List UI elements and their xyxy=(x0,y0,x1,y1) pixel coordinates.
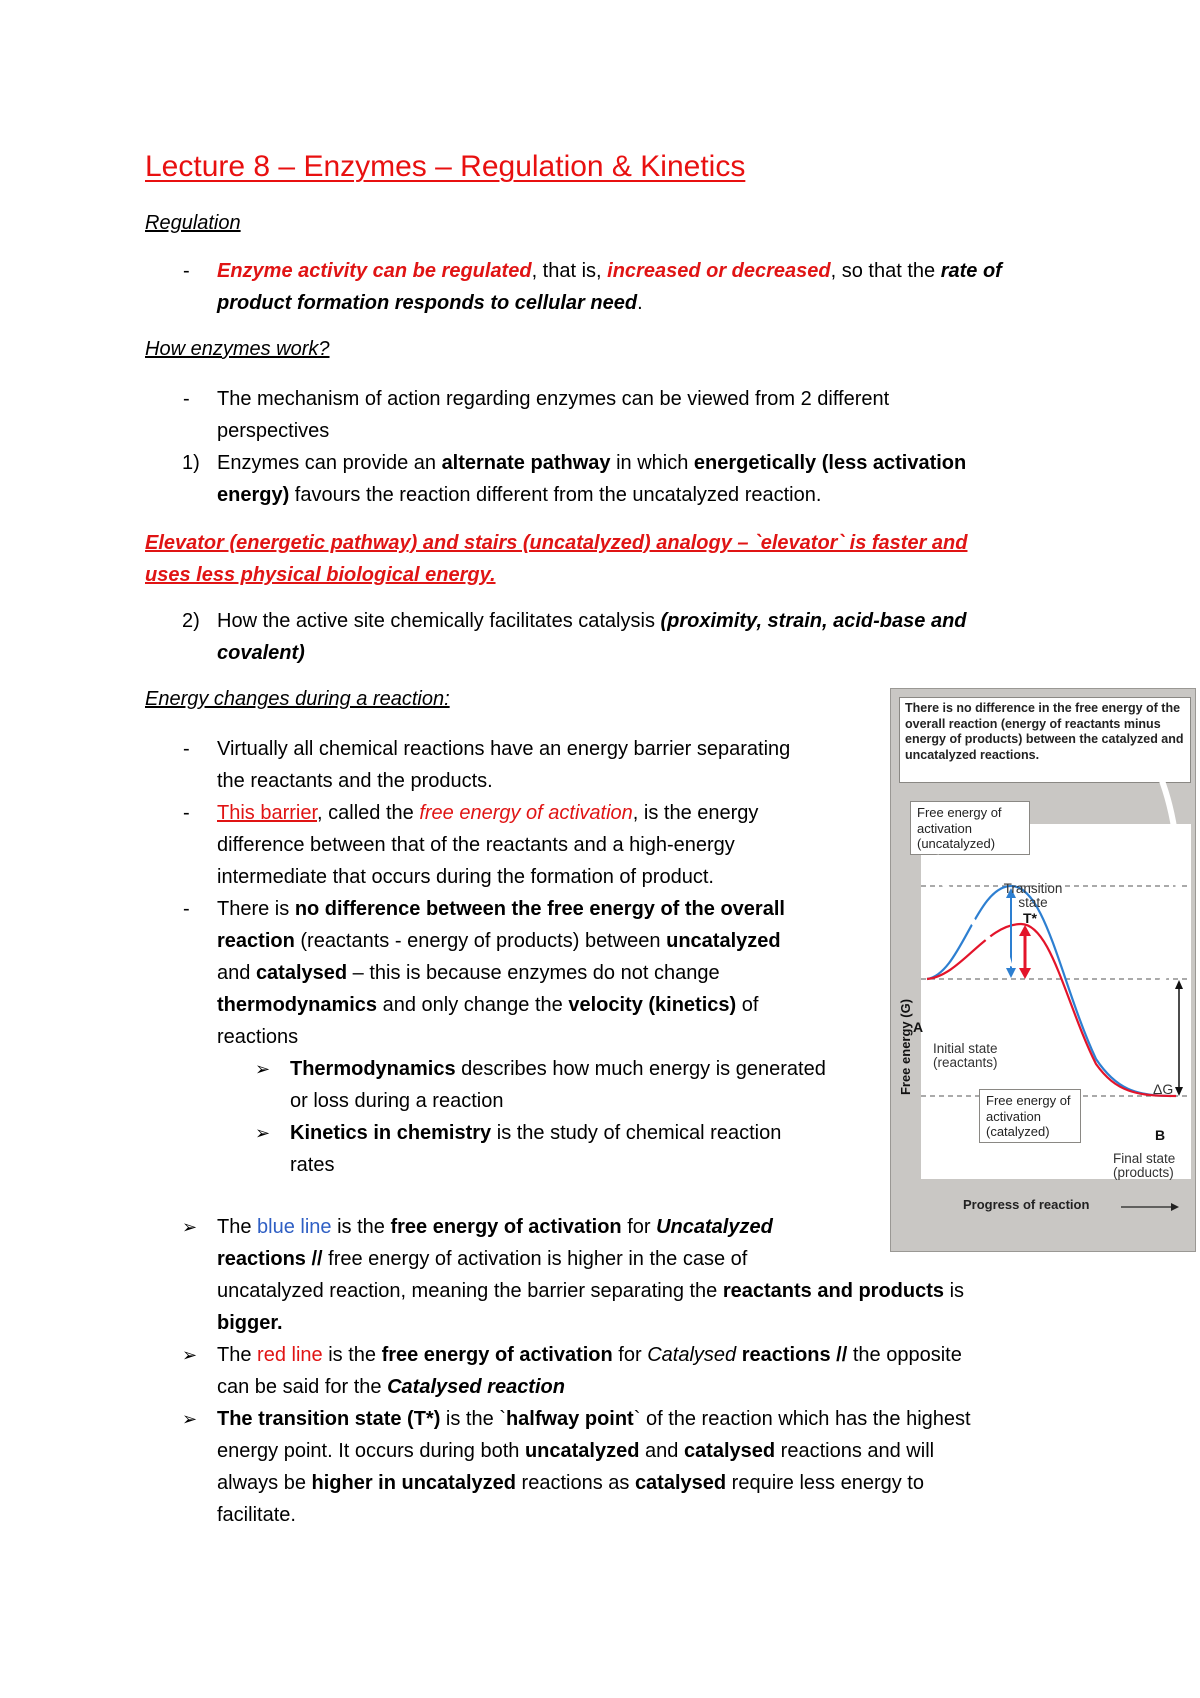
text-span: energy) xyxy=(217,484,290,506)
text-span: rate of xyxy=(940,260,1002,282)
x-axis-label: Progress of reaction xyxy=(963,1197,1090,1212)
cat-connector-head xyxy=(1029,989,1048,1011)
text-span: favours the reaction different from the uncatalyzed reaction. xyxy=(289,484,822,506)
arrow-p1-line-3 xyxy=(217,1278,964,1304)
energy-b1-line-1: Virtually all chemical reactions have an energy barrier separating xyxy=(217,738,791,760)
text-span: reactions // xyxy=(217,1248,323,1270)
final-state-label-1: Final state xyxy=(1113,1151,1176,1166)
transition-label-2: state xyxy=(1018,895,1048,910)
bullet-dash: - xyxy=(183,802,190,824)
x-axis-arrow-icon xyxy=(1121,1201,1181,1213)
cat-callout-connector xyxy=(1039,1007,1045,1089)
how-text-line-2: perspectives xyxy=(217,420,330,442)
arrow-p1-line-4: bigger. xyxy=(217,1312,283,1334)
text-span: reactions as xyxy=(515,1472,635,1494)
text-span: in which xyxy=(610,452,694,474)
text-span: red line xyxy=(257,1344,323,1366)
text-span: of xyxy=(736,994,759,1016)
text-span: the opposite xyxy=(847,1344,962,1366)
text-span: catalysed xyxy=(634,1472,727,1494)
point2-line-1 xyxy=(217,608,967,634)
energy-b2-line-3: intermediate that occurs during the formation of product. xyxy=(217,866,714,888)
text-span: free energy of activation is higher in the case of xyxy=(322,1248,748,1270)
text-span: reactions and will xyxy=(775,1440,935,1462)
arrow-p1-line-1 xyxy=(217,1214,773,1240)
text-span: is xyxy=(944,1280,965,1302)
text-span: uncatalyzed reaction, meaning the barrier separating the xyxy=(217,1280,723,1302)
text-span: energy point. It occurs during both xyxy=(217,1440,525,1462)
text-span: energetically (less activation xyxy=(693,452,967,474)
text-span: no difference between the free energy of the overall xyxy=(294,898,785,920)
text-span: and xyxy=(639,1440,684,1462)
text-span: alternate pathway xyxy=(441,452,611,474)
how-text-line-1: The mechanism of action regarding enzymes can be viewed from 2 different xyxy=(217,388,890,410)
text-span: reactions // xyxy=(736,1344,848,1366)
text-span: ` of the reaction which has the highest xyxy=(633,1408,971,1430)
arrow-bullet-icon: ➢ xyxy=(182,1217,198,1237)
text-span: Kinetics in chemistry xyxy=(290,1122,492,1144)
sub1-line-2: or loss during a reaction xyxy=(290,1090,504,1112)
text-span: free energy of activation xyxy=(381,1344,613,1366)
t-star-label: T* xyxy=(1023,910,1037,926)
arrow-p3-line-3 xyxy=(217,1470,924,1496)
text-span: Thermodynamics xyxy=(290,1058,456,1080)
text-span: higher in uncatalyzed xyxy=(311,1472,516,1494)
top-note-connector-head xyxy=(1151,1055,1173,1077)
energy-b2-line-1 xyxy=(217,800,758,826)
text-span: catalysed xyxy=(683,1440,776,1462)
text-span: Enzyme activity can be regulated xyxy=(217,260,532,282)
arrow-p1-line-2 xyxy=(217,1246,747,1272)
text-span: The xyxy=(217,1216,258,1238)
arrow-p2-line-2 xyxy=(217,1374,565,1400)
text-span: Catalysed reaction xyxy=(387,1376,565,1398)
text-span: for xyxy=(612,1344,648,1366)
bullet-dash: - xyxy=(183,388,190,410)
text-span: There is xyxy=(217,898,295,920)
text-span: is the study of chemical reaction xyxy=(491,1122,782,1144)
arrow-bullet-icon: ➢ xyxy=(255,1059,271,1079)
arrow-bullet-icon: ➢ xyxy=(182,1409,198,1429)
top-note-connector xyxy=(1153,759,1179,1059)
text-span: Catalysed xyxy=(647,1344,737,1366)
sub1-line-1 xyxy=(290,1056,826,1082)
energy-heading: Energy changes during a reaction: xyxy=(145,688,450,710)
arrow-p3-line-2 xyxy=(217,1438,934,1464)
list-number: 2) xyxy=(182,610,200,632)
text-span: is the xyxy=(331,1216,391,1238)
text-span: free energy of activation xyxy=(390,1216,622,1238)
bullet-dash: - xyxy=(183,260,190,282)
text-span: How the active site chemically facilitates catalysis xyxy=(217,610,661,632)
text-span: Uncatalyzed xyxy=(656,1216,773,1238)
text-span: reaction xyxy=(217,930,295,952)
text-span: describes how much energy is generated xyxy=(455,1058,826,1080)
regulation-text-line-2 xyxy=(217,290,643,316)
point1-line-2 xyxy=(217,482,821,508)
text-span: halfway point xyxy=(505,1408,634,1430)
point-a-label: A xyxy=(913,1019,924,1035)
arrow-bullet-icon: ➢ xyxy=(182,1345,198,1365)
analogy-line-2: uses less physical biological energy. xyxy=(145,564,496,586)
text-span: , called the xyxy=(317,802,420,824)
arrow-p3-line-1 xyxy=(217,1406,971,1432)
energy-diagram-figure xyxy=(890,688,1196,1252)
energy-b3-line-3 xyxy=(217,960,720,986)
text-span: – this is because enzymes do not change xyxy=(347,962,720,984)
sub2-line-2: rates xyxy=(290,1154,335,1176)
text-span: , so that the xyxy=(830,260,941,282)
text-span: uncatalyzed xyxy=(524,1440,640,1462)
point-b-label: B xyxy=(1155,1127,1166,1143)
initial-state-label-2: (reactants) xyxy=(933,1055,998,1070)
text-span: (proximity, strain, acid-base and xyxy=(660,610,967,632)
text-span: increased or decreased xyxy=(607,260,831,282)
point1-line-1 xyxy=(217,450,966,476)
transition-label-1: Transition xyxy=(1003,881,1063,896)
text-span: can be said for the xyxy=(217,1376,388,1398)
bullet-dash: - xyxy=(183,898,190,920)
energy-b1-line-2: the reactants and the products. xyxy=(217,770,493,792)
text-span: thermodynamics xyxy=(217,994,378,1016)
arrow-p3-line-4: facilitate. xyxy=(217,1504,296,1526)
regulation-text-line-1 xyxy=(217,258,1002,284)
text-span: , that is, xyxy=(531,260,608,282)
text-span: blue line xyxy=(257,1216,332,1238)
text-span: always be xyxy=(217,1472,312,1494)
text-span: for xyxy=(621,1216,657,1238)
arrow-bullet-icon: ➢ xyxy=(255,1123,271,1143)
text-span: (reactants - energy of products) between xyxy=(294,930,667,952)
text-span: and only change the xyxy=(377,994,569,1016)
text-span: is the ` xyxy=(440,1408,506,1430)
catalyzed-callout: Free energy of activation (catalyzed) xyxy=(979,1089,1081,1143)
figure-top-note: There is no difference in the free energy of the overall reaction (energy of reactants minus energy of products) between the catalyzed and uncatalyzed reactions. xyxy=(899,697,1191,783)
text-span: require less energy to xyxy=(726,1472,924,1494)
text-span: catalysed xyxy=(255,962,348,984)
text-span: uncatalyzed xyxy=(666,930,781,952)
text-span: velocity (kinetics) xyxy=(568,994,737,1016)
list-number: 1) xyxy=(182,452,200,474)
text-span: This barrier xyxy=(217,802,318,824)
energy-b2-line-2: difference between that of the reactants and a high-energy xyxy=(217,834,735,856)
delta-g-label: ΔG xyxy=(1153,1081,1174,1097)
uncatalyzed-callout: Free energy of activation (uncatalyzed) xyxy=(910,801,1030,855)
arrow-p2-line-1 xyxy=(217,1342,962,1368)
text-span: product formation responds to cellular need xyxy=(217,292,638,314)
text-span: , is the energy xyxy=(632,802,759,824)
how-enzymes-heading: How enzymes work? xyxy=(145,338,330,360)
text-span: reactants and products xyxy=(722,1280,945,1302)
text-span: The xyxy=(217,1344,258,1366)
initial-state-label-1: Initial state xyxy=(933,1041,998,1056)
sub2-line-1 xyxy=(290,1120,781,1146)
energy-b3-line-4 xyxy=(217,992,758,1018)
bullet-dash: - xyxy=(183,738,190,760)
energy-b3-line-1 xyxy=(217,896,785,922)
y-axis-label: Free energy (G) xyxy=(898,998,913,1096)
text-span: free energy of activation xyxy=(419,802,633,824)
energy-b3-line-2 xyxy=(217,928,781,954)
text-span: Enzymes can provide an xyxy=(217,452,442,474)
point2-line-2: covalent) xyxy=(217,642,305,664)
text-span: The transition state (T*) xyxy=(217,1408,441,1430)
final-state-label-2: (products) xyxy=(1113,1165,1174,1180)
text-span: is the xyxy=(322,1344,382,1366)
energy-b3-line-5: reactions xyxy=(217,1026,299,1048)
page-title: Lecture 8 – Enzymes – Regulation & Kinetics xyxy=(145,150,746,183)
regulation-heading: Regulation xyxy=(145,212,241,234)
text-span: . xyxy=(637,292,643,314)
text-span: and xyxy=(217,962,256,984)
analogy-line-1: Elevator (energetic pathway) and stairs (uncatalyzed) analogy – `elevator` is faster and xyxy=(145,532,968,554)
